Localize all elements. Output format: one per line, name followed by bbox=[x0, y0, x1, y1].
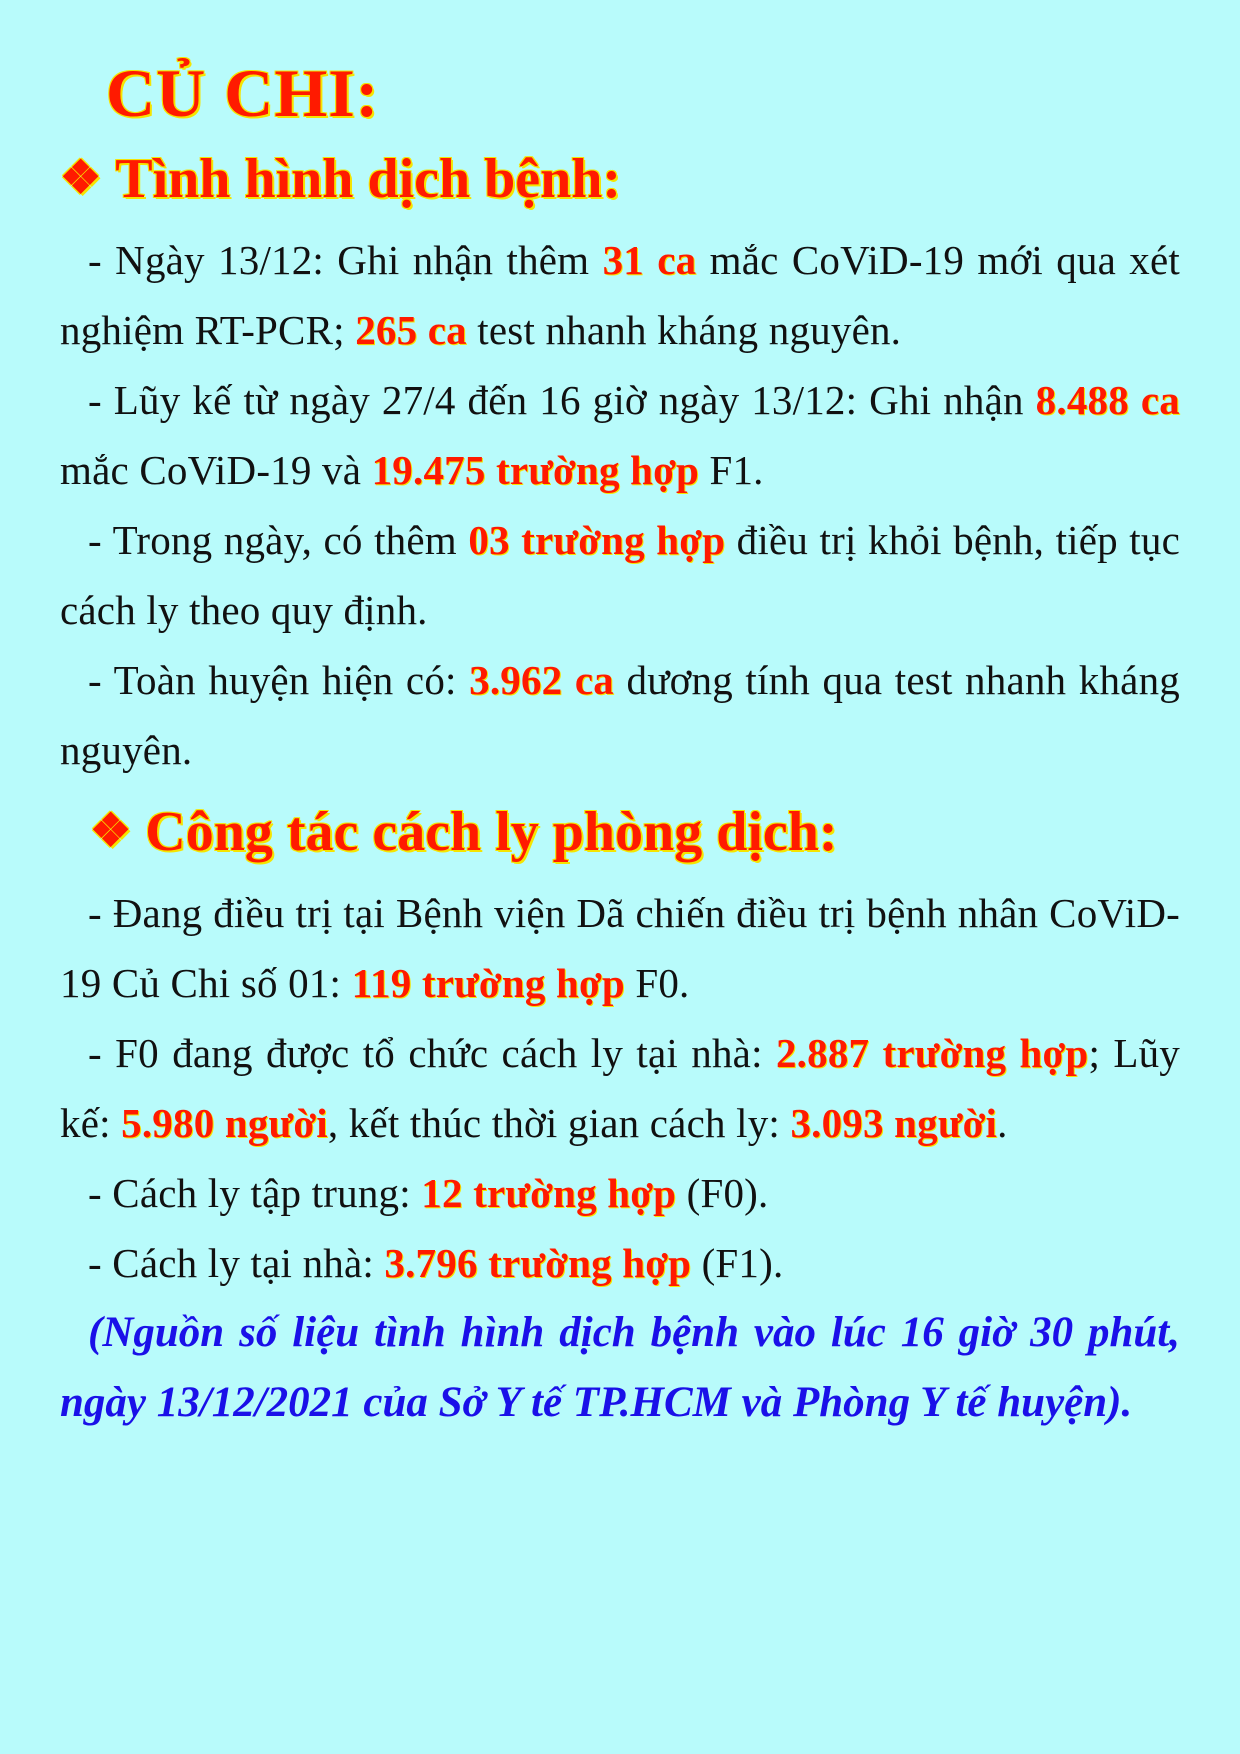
paragraph-field-hospital bbox=[60, 878, 1180, 1018]
text: ; Lũy kế: bbox=[60, 1030, 1180, 1146]
text: - Lũy kế từ ngày 27/4 đến 16 giờ ngày 13/12: Ghi nhận bbox=[88, 377, 1036, 423]
text: - Cách ly tại nhà: bbox=[88, 1240, 385, 1286]
text: F1. bbox=[699, 447, 764, 493]
highlight-figure: 19.475 trường hợp bbox=[371, 447, 700, 493]
source-note: (Nguồn số liệu tình hình dịch bệnh vào lúc 16 giờ 30 phút, ngày 13/12/2021 của Sở Y tế TP.HCM và Phòng Y tế huyện). bbox=[60, 1309, 1180, 1426]
paragraph-new-cases bbox=[60, 225, 1180, 365]
highlight-figure: 5.980 người bbox=[121, 1100, 328, 1146]
section-heading-disease-situation bbox=[60, 136, 1180, 221]
highlight-figure: 3.093 người bbox=[790, 1100, 998, 1146]
text: - Cách ly tập trung: bbox=[88, 1170, 422, 1216]
text: mắc CoViD-19 mới qua xét nghiệm RT-PCR; bbox=[60, 237, 1180, 353]
diamond-ornament-icon: ❖ bbox=[60, 152, 102, 203]
paragraph-positive-rapid-test bbox=[60, 645, 1180, 785]
highlight-figure: 2.887 trường hợp bbox=[775, 1030, 1089, 1076]
text: điều trị khỏi bệnh, tiếp tục cách ly theo quy định. bbox=[60, 517, 1180, 633]
highlight-figure: 03 trường hợp bbox=[468, 517, 726, 563]
text: (F0). bbox=[676, 1170, 769, 1216]
text: dương tính qua test nhanh kháng nguyên. bbox=[60, 657, 1180, 773]
highlight-figure: 265 ca bbox=[355, 307, 467, 353]
text: F0. bbox=[624, 960, 690, 1006]
text: - F0 đang được tổ chức cách ly tại nhà: bbox=[88, 1030, 776, 1076]
highlight-figure: 3.796 trường hợp bbox=[384, 1240, 692, 1286]
text: - Trong ngày, có thêm bbox=[88, 517, 469, 563]
text: - Ngày 13/12: Ghi nhận thêm bbox=[88, 237, 603, 283]
section-heading-label: Tình hình dịch bệnh: bbox=[115, 148, 622, 210]
text: - Đang điều trị tại Bệnh viện Dã chiến điều trị bệnh nhân CoViD-19 Củ Chi số 01: bbox=[60, 890, 1180, 1006]
highlight-figure: 12 trường hợp bbox=[421, 1170, 677, 1216]
highlight-figure: 3.962 ca bbox=[469, 657, 614, 703]
paragraph-centralized-isolation bbox=[60, 1158, 1180, 1228]
diamond-ornament-icon: ❖ bbox=[90, 805, 132, 856]
paragraph-home-isolation-f0 bbox=[60, 1018, 1180, 1158]
text: mắc CoViD-19 và bbox=[60, 447, 372, 493]
section-heading-label: Công tác cách ly phòng dịch: bbox=[145, 801, 838, 863]
paragraph-recovered bbox=[60, 505, 1180, 645]
text: (F1). bbox=[691, 1240, 784, 1286]
highlight-figure: 119 trường hợp bbox=[351, 960, 625, 1006]
paragraph-cumulative bbox=[60, 365, 1180, 505]
highlight-figure: 8.488 ca bbox=[1035, 377, 1180, 423]
text: test nhanh kháng nguyên. bbox=[466, 307, 902, 353]
paragraph-home-isolation-f1 bbox=[60, 1228, 1180, 1298]
section-heading-isolation bbox=[90, 789, 1180, 874]
page-title: CỦ CHI: bbox=[106, 55, 380, 131]
text: . bbox=[997, 1100, 1008, 1146]
text: - Toàn huyện hiện có: bbox=[88, 657, 470, 703]
text: , kết thúc thời gian cách ly: bbox=[327, 1100, 791, 1146]
highlight-figure: 31 ca bbox=[602, 237, 697, 283]
